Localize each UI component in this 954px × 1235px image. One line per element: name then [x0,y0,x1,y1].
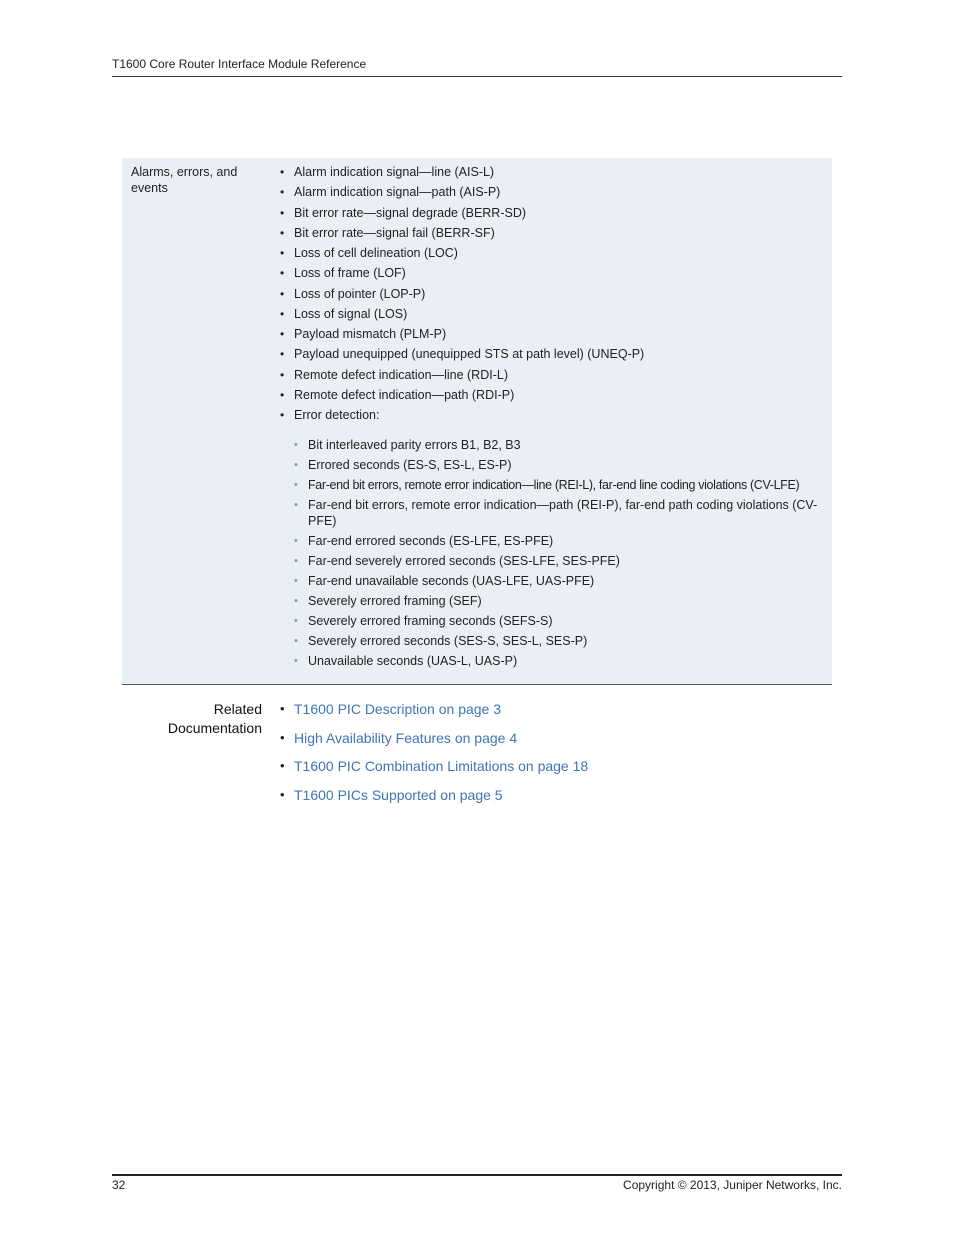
list-item: • Errored seconds (ES-S, ES-L, ES-P) [294,458,512,472]
list-item: • Error detection: [280,408,380,422]
sub-bullet-icon: • [294,655,298,667]
list-item [280,729,780,747]
list-item: • Remote defect indication—path (RDI-P) [280,387,515,402]
bullet-icon: • [280,408,285,422]
bullet-icon: • [280,205,285,220]
sub-bullet-icon: • [294,555,298,567]
list-item: • Severely errored framing (SEF) [294,594,482,608]
alarms-list [280,164,825,427]
header-divider [112,76,842,77]
list-item: • Alarm indication signal—path (AIS-P) [280,185,501,200]
list-item: • Severely errored seconds (SES-S, SES-L, SES-P) [294,634,588,648]
related-link[interactable]: T1600 PIC Description on page 3 [294,701,502,717]
bullet-icon: • [280,266,285,281]
sub-bullet-icon: • [294,575,298,587]
list-item [280,700,780,718]
error-detection-sublist [294,437,829,673]
list-item: • Far-end severely errored seconds (SES-LFE, SES-PFE) [294,554,620,568]
footer-divider [112,1174,842,1176]
list-item: • Loss of pointer (LOP-P) [280,286,426,301]
related-heading-line: Related [213,701,262,717]
table-row-label: Alarms, errors, and events [131,165,238,195]
sub-bullet-icon: • [294,595,298,607]
list-item: • Alarm indication signal—line (AIS-L) [280,165,495,179]
related-link[interactable]: T1600 PIC Combination Limitations on page 18 [294,758,589,775]
bullet-icon: • [280,387,285,402]
list-item: • Loss of signal (LOS) [280,306,408,321]
sub-bullet-icon: • [294,479,298,491]
list-item: • Far-end unavailable seconds (UAS-LFE, UAS-PFE) [294,574,595,588]
bullet-icon: • [280,347,285,362]
sub-bullet-icon: • [294,499,298,511]
bullet-icon: • [280,758,285,774]
related-links-list [280,700,780,815]
related-heading-line: Documentation [167,720,262,736]
list-item: • Bit error rate—signal fail (BERR-SF) [280,225,495,240]
list-item: • Remote defect indication—line (RDI-L) [280,367,508,382]
table-bottom-divider [122,684,832,685]
bullet-icon: • [280,729,285,745]
list-item [280,757,780,775]
list-item: • Unavailable seconds (UAS-L, UAS-P) [294,654,518,668]
bullet-icon: • [280,787,285,803]
sub-bullet-icon: • [294,535,298,547]
list-item: • Payload unequipped (unequipped STS at path level) (UNEQ-P) [280,347,645,362]
bullet-icon: • [280,327,285,341]
list-item: • Bit interleaved parity errors B1, B2, B3 [294,438,521,452]
bullet-icon: • [280,225,285,240]
running-header-title: T1600 Core Router Interface Module Reference [112,57,367,71]
sub-bullet-icon: • [294,615,298,627]
list-item: • Severely errored framing seconds (SEFS-S) [294,614,553,628]
related-link[interactable]: High Availability Features on page 4 [294,729,518,746]
related-link[interactable]: T1600 PICs Supported on page 5 [294,787,503,804]
sub-bullet-icon: • [294,459,298,471]
list-item: • Payload mismatch (PLM-P) [280,327,447,341]
bullet-icon: • [280,367,285,382]
bullet-icon: • [280,306,285,321]
list-item: • Far-end bit errors, remote error indication—path (REI-P), far-end path coding violations (CV-PFE) [294,498,818,528]
page-number: 32 [112,1178,126,1192]
list-item: • Bit error rate—signal degrade (BERR-SD) [280,205,527,220]
list-item: • Loss of cell delineation (LOC) [280,246,458,260]
list-item: • Far-end bit errors, remote error indication—line (REI-L), far-end line coding violations (CV-LFE) [294,478,800,492]
copyright-notice: Copyright © 2013, Juniper Networks, Inc. [623,1178,842,1192]
bullet-icon: • [280,185,285,200]
related-documentation-heading [130,700,262,738]
list-item [280,786,780,804]
bullet-icon: • [280,246,285,260]
sub-bullet-icon: • [294,439,298,451]
sub-bullet-icon: • [294,635,298,647]
list-item: • Far-end errored seconds (ES-LFE, ES-PFE) [294,534,554,548]
bullet-icon: • [280,286,285,301]
bullet-icon: • [280,165,285,179]
bullet-icon: • [280,701,285,716]
list-item: • Loss of frame (LOF) [280,266,406,281]
